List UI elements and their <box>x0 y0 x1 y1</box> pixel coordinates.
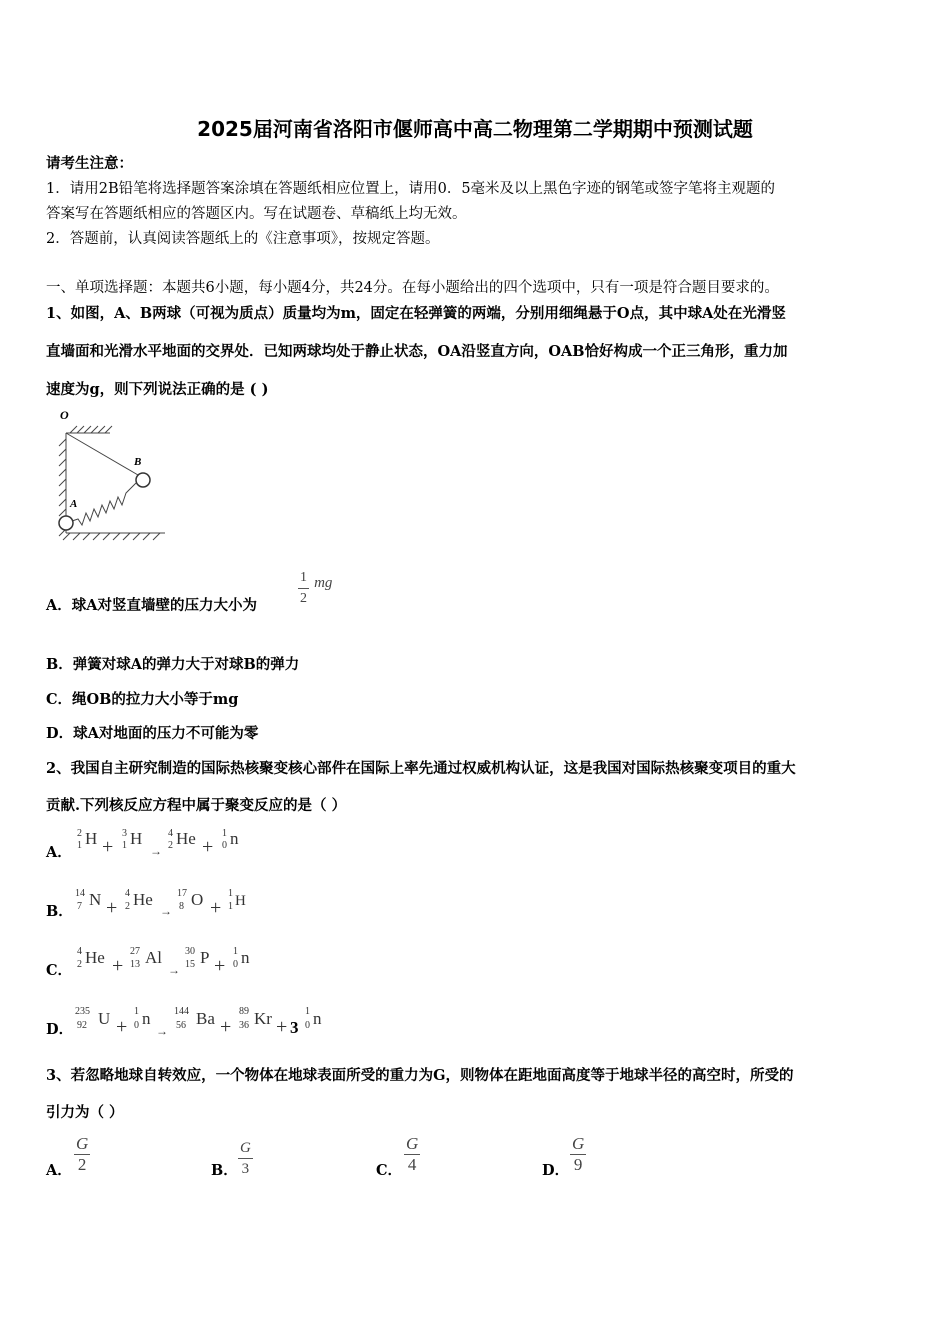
svg-text:3: 3 <box>290 1018 299 1037</box>
question-2-text: 贡献.下列核反应方程中属于聚变反应的是（ ） <box>46 797 347 814</box>
section-heading: 一、单项选择题：本题共6小题，每小题4分，共24分。在每小题给出的四个选项中，只有一项是符合题目要求的。 <box>46 280 779 296</box>
q1-option-d[interactable]: D．球A对地面的压力不可能为零 <box>46 725 259 742</box>
question-3-text: 引力为（ ） <box>46 1104 124 1121</box>
svg-text:1: 1 <box>305 1006 310 1017</box>
svg-text:27: 27 <box>130 946 140 957</box>
svg-text:→: → <box>150 844 162 858</box>
svg-text:→: → <box>156 1024 168 1038</box>
svg-text:15: 15 <box>185 959 195 970</box>
ball-b <box>136 473 150 487</box>
svg-text:1: 1 <box>122 840 127 851</box>
svg-text:1: 1 <box>233 946 238 957</box>
svg-text:Ba: Ba <box>196 1009 215 1028</box>
svg-text:+: + <box>202 836 214 858</box>
svg-text:36: 36 <box>239 1020 249 1031</box>
question-1-text: 直墙面和光滑水平地面的交界处．已知两球均处于静止状态，OA沿竖直方向，OAB恰好构成一个正三角形，重力加 <box>46 343 788 360</box>
svg-text:0: 0 <box>222 840 227 851</box>
page-title: 2025届河南省洛阳市偃师高中高二物理第二学期期中预测试题 <box>197 117 753 141</box>
svg-text:30: 30 <box>185 946 195 957</box>
svg-text:0: 0 <box>134 1020 139 1031</box>
svg-text:2: 2 <box>77 959 82 970</box>
ball-a <box>59 516 73 530</box>
q2-option-b[interactable]: B． <box>46 903 73 920</box>
q2-option-d[interactable]: D． <box>46 1021 74 1038</box>
svg-text:n: n <box>142 1009 151 1028</box>
notice-line: 1．请用2B铅笔将选择题答案涂填在答题纸相应位置上，请用0．5毫米及以上黑色字迹的钢笔或签字笔将主观题的 <box>46 181 776 197</box>
svg-text:235: 235 <box>75 1006 90 1017</box>
svg-text:n: n <box>313 1009 322 1028</box>
q3-option-c-formula: $\frac{G}{4}$ <box>406 1134 419 1174</box>
svg-text:+: + <box>210 897 222 919</box>
label-a: A <box>70 498 78 510</box>
svg-text:7: 7 <box>77 901 82 912</box>
q3-option-b[interactable]: B． <box>211 1162 238 1179</box>
q2-equation-c <box>72 942 262 978</box>
label-b: B <box>134 456 142 468</box>
q2-option-a[interactable]: A． <box>46 844 72 861</box>
q2-option-c[interactable]: C． <box>46 962 73 979</box>
svg-text:O: O <box>191 890 204 909</box>
q1-option-a[interactable]: A．球A对竖直墙壁的压力大小为 <box>46 597 257 614</box>
svg-text:Kr: Kr <box>254 1009 272 1028</box>
svg-text:1: 1 <box>77 840 82 851</box>
svg-text:+: + <box>276 1016 288 1038</box>
svg-text:144: 144 <box>174 1006 189 1017</box>
svg-text:56: 56 <box>176 1020 186 1031</box>
svg-text:→: → <box>168 963 180 977</box>
svg-text:+: + <box>102 836 114 858</box>
svg-text:0: 0 <box>233 959 238 970</box>
svg-text:n: n <box>241 948 250 967</box>
svg-text:H: H <box>235 893 246 909</box>
svg-text:+: + <box>116 1016 128 1038</box>
q3-option-c[interactable]: C． <box>376 1162 403 1179</box>
q2-equation-b <box>72 884 262 920</box>
svg-text:+: + <box>112 955 124 977</box>
svg-text:2: 2 <box>77 828 82 839</box>
svg-text:92: 92 <box>77 1020 87 1031</box>
svg-text:He: He <box>133 890 153 909</box>
svg-text:4: 4 <box>168 828 173 839</box>
svg-text:He: He <box>176 829 196 848</box>
svg-text:1: 1 <box>222 828 227 839</box>
label-o: O <box>60 408 69 422</box>
svg-text:2: 2 <box>168 840 173 851</box>
svg-text:8: 8 <box>179 901 184 912</box>
q2-equation-a <box>72 824 252 860</box>
svg-text:+: + <box>214 955 226 977</box>
q3-option-a[interactable]: A． <box>46 1162 72 1179</box>
q1-option-a-formula: $\frac{1}{2}$ mg <box>300 570 333 606</box>
svg-text:+: + <box>220 1016 232 1038</box>
notice-heading: 请考生注意： <box>46 155 133 172</box>
svg-text:H: H <box>85 829 98 848</box>
svg-text:He: He <box>85 948 105 967</box>
q3-option-a-formula: $\frac{G}{2}$ <box>76 1134 89 1174</box>
q3-option-b-formula: $\frac{G}{3}$ <box>240 1140 251 1177</box>
svg-text:3: 3 <box>122 828 127 839</box>
svg-text:+: + <box>106 897 118 919</box>
svg-text:89: 89 <box>239 1006 249 1017</box>
svg-text:H: H <box>130 829 143 848</box>
svg-text:1: 1 <box>134 1006 139 1017</box>
svg-text:14: 14 <box>75 888 85 899</box>
svg-text:0: 0 <box>305 1020 310 1031</box>
q3-option-d-formula: $\frac{G}{9}$ <box>572 1134 585 1174</box>
spring-ball-figure <box>40 405 170 545</box>
svg-text:N: N <box>89 890 102 909</box>
svg-text:4: 4 <box>125 888 130 899</box>
q2-equation-d <box>72 1002 342 1038</box>
svg-text:→: → <box>160 904 172 918</box>
q3-option-d[interactable]: D． <box>542 1162 570 1179</box>
svg-text:Al: Al <box>145 948 162 967</box>
svg-text:n: n <box>230 829 239 848</box>
svg-text:P: P <box>200 948 210 967</box>
svg-text:1: 1 <box>228 901 233 912</box>
svg-text:17: 17 <box>177 888 187 899</box>
q1-option-b[interactable]: B．弹簧对球A的弹力大于对球B的弹力 <box>46 656 300 673</box>
svg-text:U: U <box>98 1009 111 1028</box>
svg-text:4: 4 <box>77 946 82 957</box>
question-1-text: 速度为g，则下列说法正确的是 ( ) <box>46 381 269 398</box>
q1-option-c[interactable]: C．绳OB的拉力大小等于mg <box>46 691 239 708</box>
svg-text:1: 1 <box>228 888 233 899</box>
question-3-text: 3、若忽略地球自转效应，一个物体在地球表面所受的重力为G，则物体在距地面高度等于地球半径的高空时，所受的 <box>46 1067 794 1084</box>
notice-line: 答案写在答题纸相应的答题区内。写在试题卷、草稿纸上均无效。 <box>46 206 467 222</box>
question-1-text: 1、如图，A、B两球（可视为质点）质量均为m，固定在轻弹簧的两端，分别用细绳悬于O点，其中球A处在光滑竖 <box>46 305 786 322</box>
svg-text:2: 2 <box>125 901 130 912</box>
notice-line: 2．答题前，认真阅读答题纸上的《注意事项》，按规定答题。 <box>46 231 440 247</box>
svg-text:13: 13 <box>130 959 140 970</box>
question-2-text: 2、我国自主研究制造的国际热核聚变核心部件在国际上率先通过权威机构认证，这是我国对国际热核聚变项目的重大 <box>46 760 796 777</box>
